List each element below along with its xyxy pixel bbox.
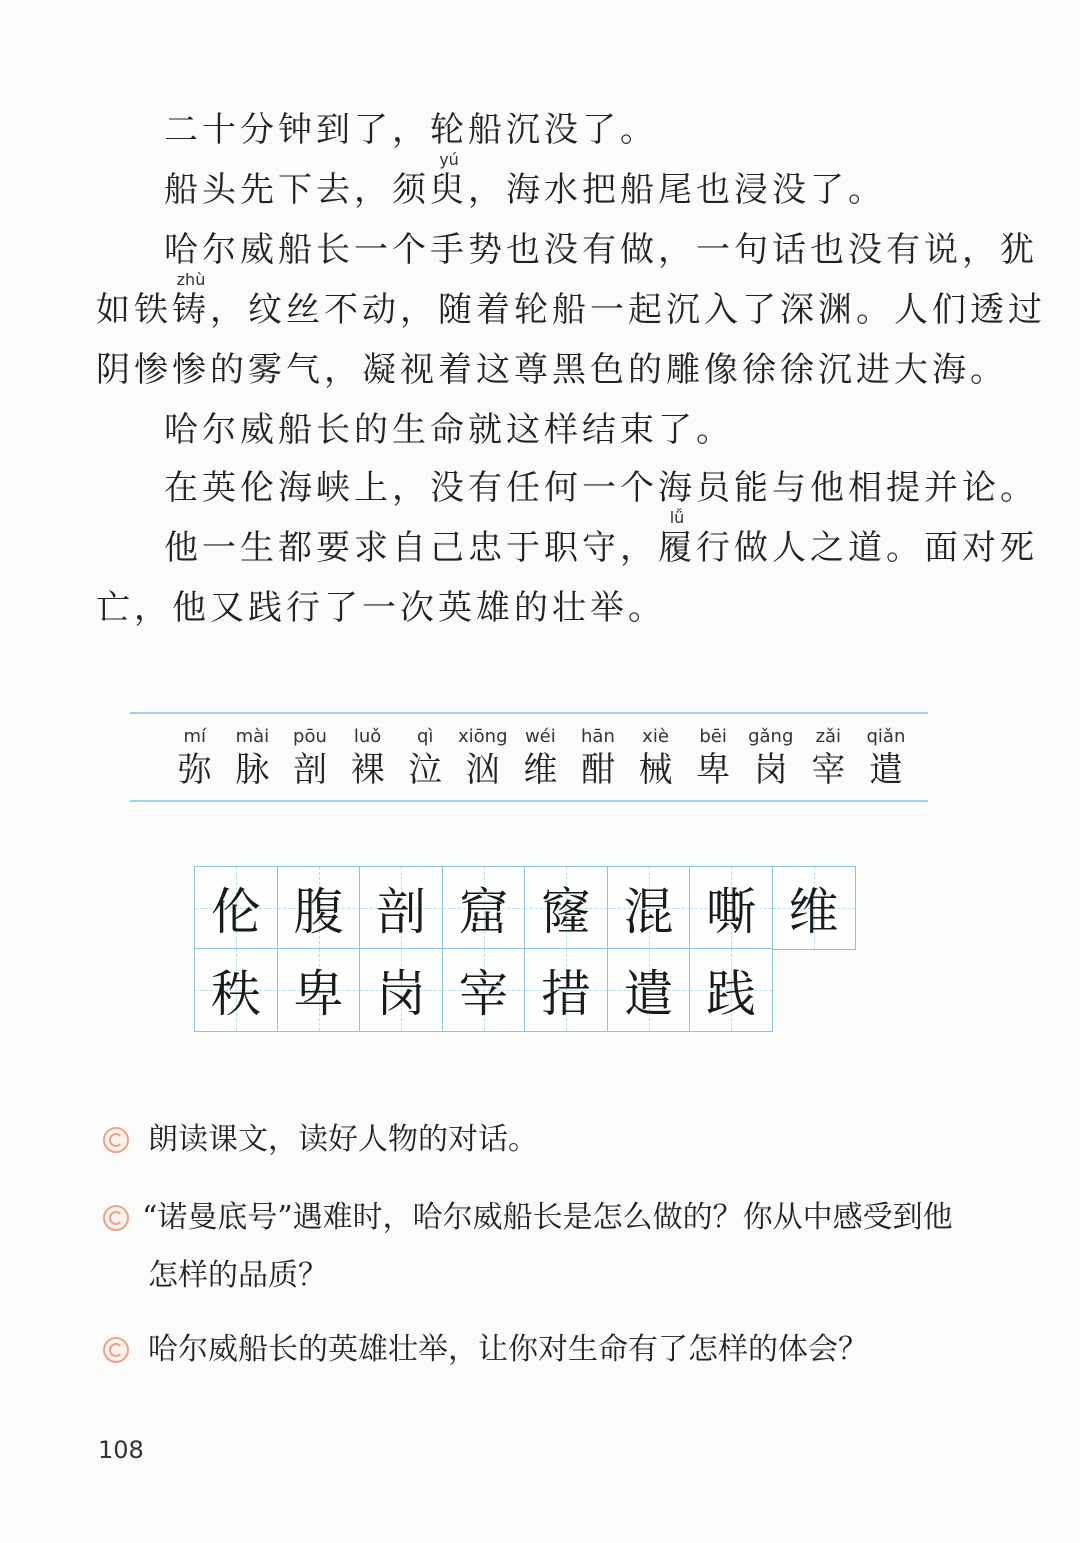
ruby-lv: lǚ 履 (658, 508, 696, 568)
grid-cell: 遣 (607, 948, 691, 1032)
ruby-yu: yú 臾 (430, 150, 468, 210)
vocab-list (166, 726, 915, 792)
grid-cell: 混 (607, 866, 691, 950)
paragraph-1: 二十分钟到了，轮船沉没了。 (164, 110, 658, 150)
vocab-item: pōu 剖 (292, 726, 327, 790)
grid-cell: 措 (524, 948, 608, 1032)
grid-cell: 嘶 (689, 866, 773, 950)
vocab-item: xiōng 汹 (458, 726, 508, 790)
grid-cell: 腹 (277, 866, 361, 950)
paragraph-3-line-2: 如铁 zhù 铸，纹丝不动，随着轮船一起沉入了深渊。人们透过 (96, 270, 1046, 330)
paragraph-6-line-1: 他一生都要求自己忠于职守， lǚ 履行做人之道。面对死 (164, 508, 1038, 568)
vocab-item: zǎi 宰 (811, 726, 846, 790)
paragraph-3-line-1: 哈尔威船长一个手势也没有做，一句话也没有说，犹 (164, 230, 1038, 270)
question-1: 朗读课文，读好人物的对话。 (148, 1122, 538, 1157)
paragraph-2: 船头先下去，须 yú 臾，海水把船尾也浸没了。 (164, 150, 886, 210)
vocab-item: luǒ 裸 (350, 726, 385, 790)
vocab-item: xiè 械 (638, 726, 673, 790)
writing-grid-row-2 (194, 948, 772, 1032)
grid-cell: 秩 (194, 948, 278, 1032)
vocab-item: qì 泣 (408, 726, 443, 790)
ruby-zhu: zhù 铸 (172, 270, 210, 330)
vocab-item: wéi 维 (523, 726, 558, 790)
vocab-top-rule (130, 712, 928, 714)
grid-cell: 岗 (359, 948, 443, 1032)
vocab-item: mí 弥 (177, 726, 212, 790)
grid-cell: 窿 (524, 866, 608, 950)
vocab-item: gǎng 岗 (748, 726, 794, 790)
vocab-item: hān 酣 (580, 726, 615, 790)
vocab-item: bēi 卑 (696, 726, 731, 790)
grid-cell: 维 (772, 866, 856, 950)
writing-grid-row-1 (194, 866, 854, 950)
question-bullet-icon (103, 1337, 129, 1363)
question-2-line-2: 怎样的品质？ (148, 1258, 328, 1293)
grid-cell: 伦 (194, 866, 278, 950)
page-number: 108 (98, 1436, 144, 1464)
grid-cell: 践 (689, 948, 773, 1032)
paragraph-4: 哈尔威船长的生命就这样结束了。 (164, 410, 734, 450)
vocab-item: mài 脉 (235, 726, 270, 790)
grid-cell: 窟 (442, 866, 526, 950)
question-2-line-1: “诺曼底号”遇难时，哈尔威船长是怎么做的？你从中感受到他 (142, 1200, 953, 1235)
question-bullet-icon (103, 1127, 129, 1153)
paragraph-3-line-3: 阴惨惨的雾气，凝视着这尊黑色的雕像徐徐沉进大海。 (96, 350, 1008, 390)
paragraph-5: 在英伦海峡上，没有任何一个海员能与他相提并论。 (164, 468, 1038, 508)
question-3: 哈尔威船长的英雄壮举，让你对生命有了怎样的体会？ (148, 1332, 868, 1367)
question-bullet-icon (103, 1205, 129, 1231)
grid-cell: 剖 (359, 866, 443, 950)
grid-cell: 宰 (442, 948, 526, 1032)
vocab-item: qiǎn 遣 (866, 726, 906, 790)
vocab-bottom-rule (130, 800, 928, 802)
grid-cell: 卑 (277, 948, 361, 1032)
paragraph-6-line-2: 亡，他又践行了一次英雄的壮举。 (96, 588, 666, 628)
